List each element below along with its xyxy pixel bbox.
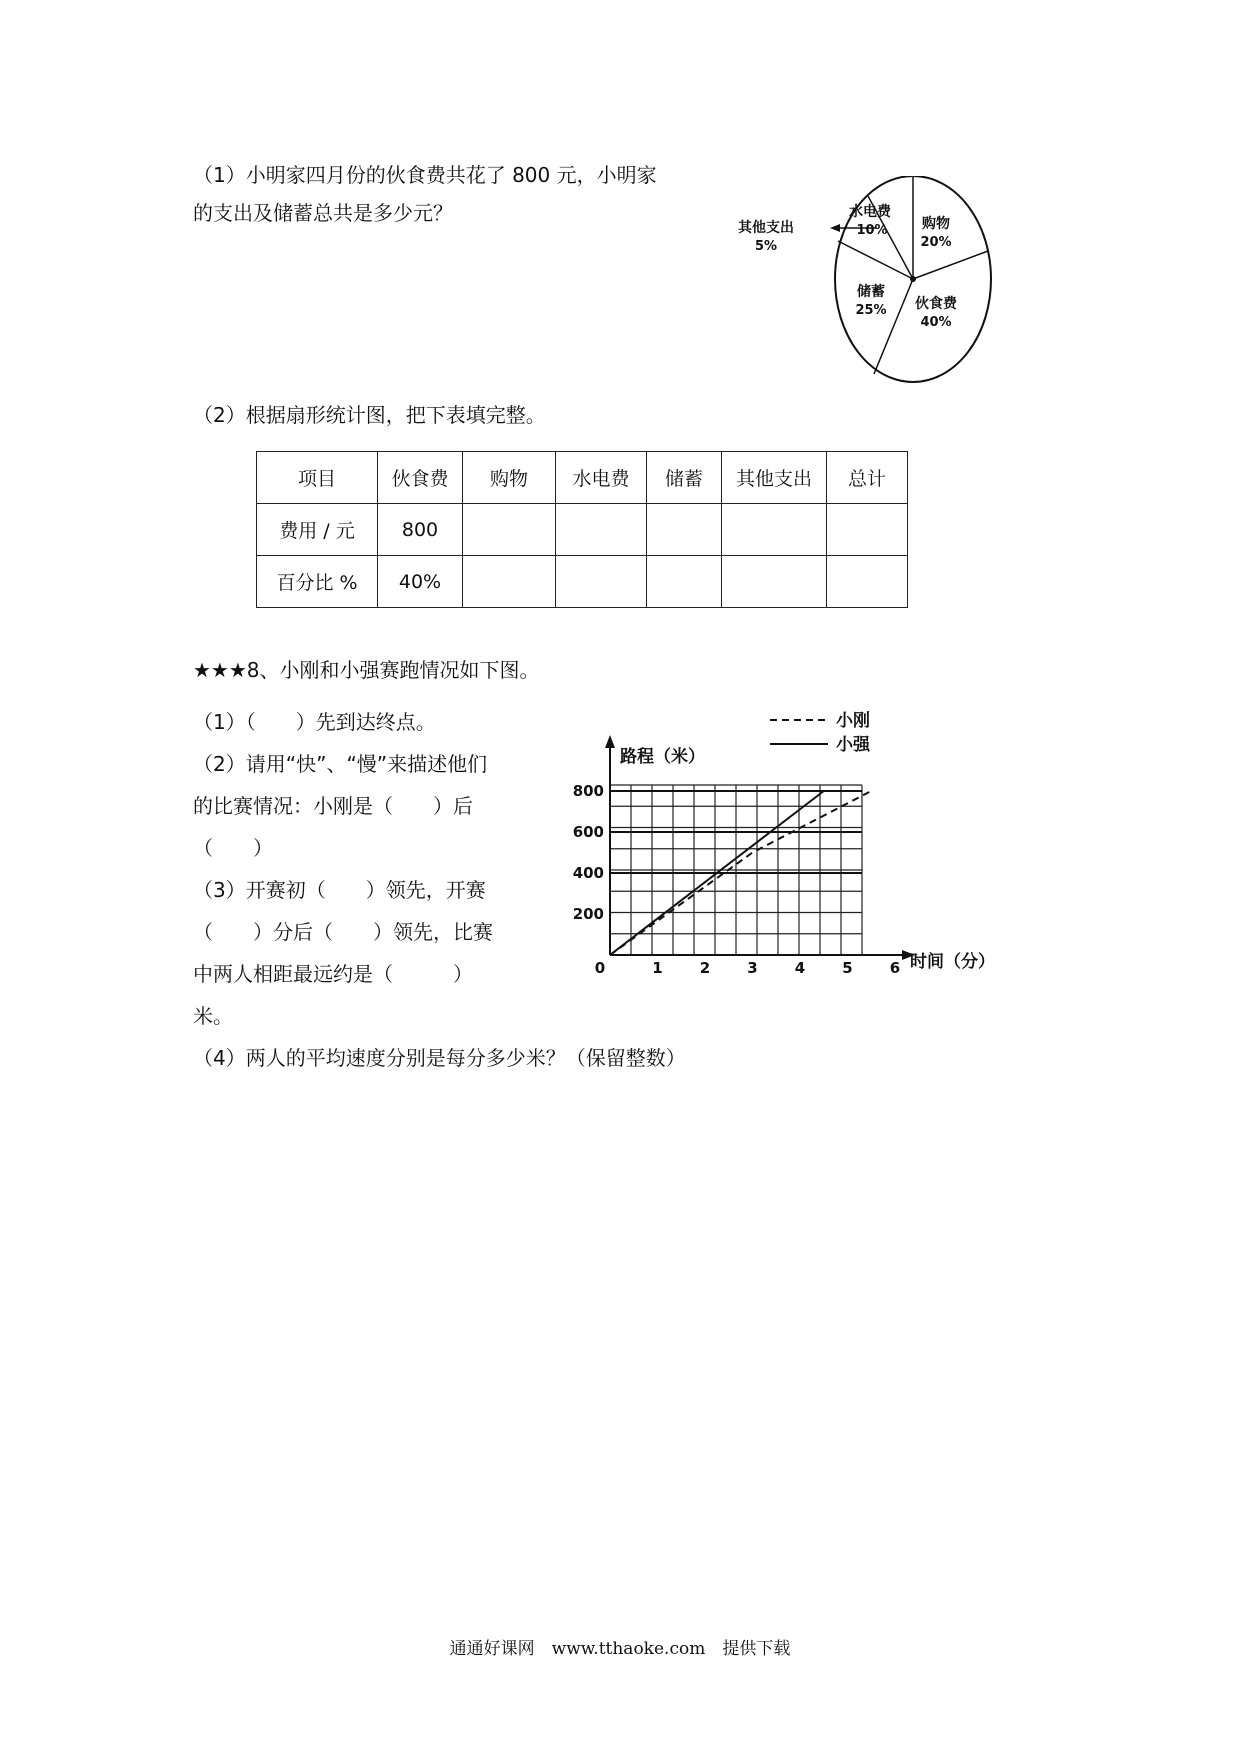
table-header: 其他支出 [722,452,827,504]
table-row [257,504,908,556]
table-cell[interactable] [722,504,827,556]
q8-part2b: 的比赛情况：小刚是（ ）后 [193,794,473,818]
q8-part1: （1）（ ）先到达终点。 [193,710,436,734]
q8-part4: （4）两人的平均速度分别是每分多少米？（保留整数） [193,1046,686,1070]
table-header: 伙食费 [378,452,463,504]
x-tick-label: 4 [794,959,806,977]
pie-label-utilities: 水电费 [849,204,891,220]
table-cell[interactable] [463,556,556,608]
table-cell[interactable] [722,556,827,608]
pie-pct-utilities: 10% [856,223,888,238]
table-cell[interactable] [827,504,908,556]
table-cell[interactable] [463,504,556,556]
table-cell: 40% [378,556,463,608]
table-cell[interactable] [827,556,908,608]
table-row [257,556,908,608]
table-header: 总计 [827,452,908,504]
q8-part2c: （ ） [193,836,273,860]
x-tick-label: 0 [594,959,606,977]
pie-pct-food: 40% [920,315,952,330]
legend-label: 小强 [836,735,870,755]
q8-part3b: （ ）分后（ ）领先，比赛 [193,920,493,944]
table-header: 储蓄 [647,452,722,504]
y-axis-arrow-icon [605,735,615,748]
table-header: 水电费 [556,452,647,504]
table-header: 项目 [257,452,378,504]
expense-table [256,451,908,608]
x-tick-label: 3 [747,959,758,977]
q8-title: ★★★8、小刚和小强赛跑情况如下图。 [193,658,540,682]
pie-label-savings: 储蓄 [857,284,885,300]
pie-label-other: 其他支出 [738,220,794,236]
pie-label-shopping: 购物 [922,216,950,232]
table-row [257,452,908,504]
pie-label-food: 伙食费 [915,296,957,312]
y-tick-label: 800 [572,782,604,800]
q8-part3d: 米。 [193,1004,233,1028]
table-cell[interactable] [556,504,647,556]
arrow-icon [830,224,840,232]
q8-part2a: （2）请用“快”、“慢”来描述他们 [193,752,488,776]
y-tick-label: 400 [572,864,604,882]
x-axis-label: 时间（分） [910,952,995,972]
footer-text: 通通好课网 www.tthaoke.com 提供下载 [449,1639,791,1659]
pie-chart [718,176,998,386]
table-cell: 费用 / 元 [257,504,378,556]
pie-pct-shopping: 20% [920,235,952,250]
pie-pct-other: 5% [754,239,778,254]
q2-text: （2）根据扇形统计图，把下表填完整。 [193,403,546,427]
x-tick-label: 5 [842,959,853,977]
table-cell[interactable] [556,556,647,608]
x-tick-label: 2 [699,959,711,977]
q8-part3a: （3）开赛初（ ）领先，开赛 [193,878,486,902]
table-header: 购物 [463,452,556,504]
table-cell[interactable] [647,504,722,556]
table-cell[interactable] [647,556,722,608]
race-line-chart [560,700,1010,990]
pie-pct-savings: 25% [855,303,887,318]
y-tick-label: 200 [572,905,604,923]
table-cell: 百分比 % [257,556,378,608]
x-tick-label: 6 [889,959,901,977]
q8-part3c: 中两人相距最远约是（ ） [193,962,473,986]
y-axis-label: 路程（米） [620,747,705,767]
x-tick-label: 1 [652,959,663,977]
legend-label: 小刚 [836,711,870,731]
q1-line1: （1）小明家四月份的伙食费共花了 800 元，小明家 [193,163,657,187]
table-cell: 800 [378,504,463,556]
q1-line2: 的支出及储蓄总共是多少元？ [193,201,453,225]
y-tick-label: 600 [572,823,604,841]
